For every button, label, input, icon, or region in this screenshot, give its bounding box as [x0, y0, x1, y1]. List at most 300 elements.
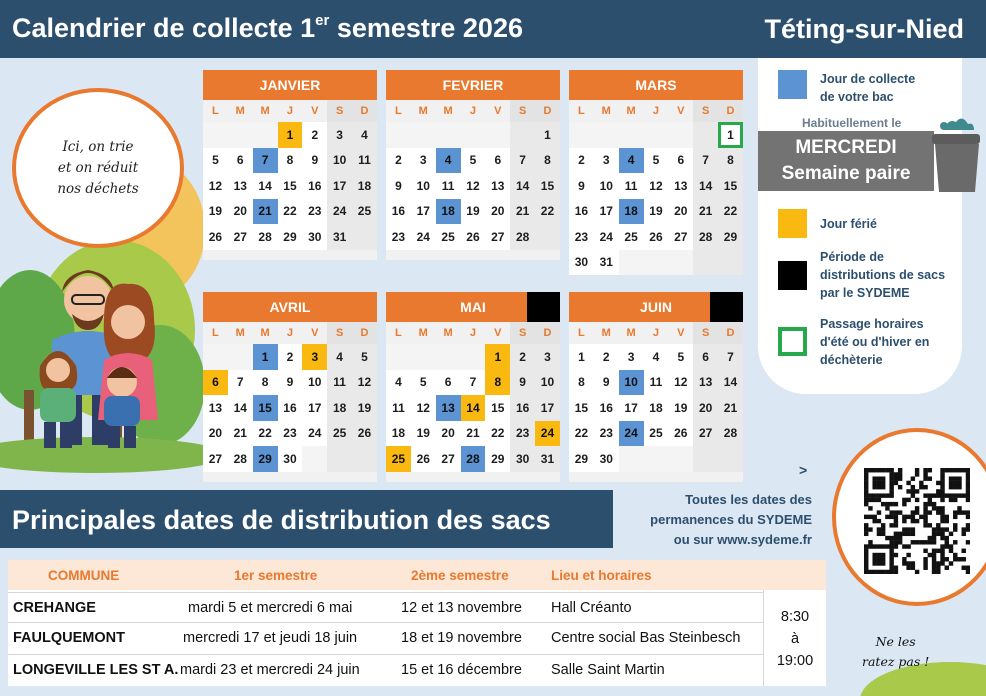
day-cell: 5	[411, 370, 436, 396]
day-cell: 8	[485, 370, 510, 396]
empty-day-cell	[510, 122, 535, 148]
day-cell: 10	[594, 173, 619, 199]
day-cell: 1	[718, 122, 743, 148]
day-cell: 19	[203, 199, 228, 225]
day-cell: 9	[278, 370, 303, 396]
day-cell: 20	[203, 421, 228, 447]
day-cell: 16	[510, 395, 535, 421]
weekday-label: J	[469, 327, 477, 339]
day-cell: 13	[436, 395, 461, 421]
day-cell: 27	[228, 224, 253, 250]
day-cell: 30	[278, 446, 303, 472]
empty-day-cell	[718, 446, 743, 472]
day-cell: 30	[302, 224, 327, 250]
day-cell: 11	[644, 370, 669, 396]
day-cell: 5	[352, 344, 377, 370]
day-cell: 14	[461, 395, 486, 421]
day-cell: 15	[253, 395, 278, 421]
day-cell: 16	[278, 395, 303, 421]
empty-day-cell	[228, 122, 253, 148]
empty-day-cell	[327, 446, 352, 472]
empty-day-cell	[386, 344, 411, 370]
weekday-label: L	[578, 105, 585, 117]
weekday-label: S	[510, 322, 535, 344]
day-cell: 1	[535, 122, 560, 148]
day-cell: 22	[718, 199, 743, 225]
table-row: LONGEVILLE LES ST A. mardi 23 et mercredi 24 juin 15 et 16 décembre Salle Saint Martin	[8, 654, 764, 684]
day-cell: 14	[228, 395, 253, 421]
empty-day-cell	[693, 122, 718, 148]
day-cell: 20	[228, 199, 253, 225]
day-cell: 10	[411, 173, 436, 199]
empty-day-cell	[668, 250, 693, 276]
day-cell: 31	[594, 250, 619, 276]
empty-day-cell	[436, 344, 461, 370]
day-cell: 26	[644, 224, 669, 250]
day-cell: 4	[352, 122, 377, 148]
table-row: CREHANGE mardi 5 et mercredi 6 mai 12 et 13 novembre Hall Créanto	[8, 592, 764, 622]
weekday-label: S	[327, 322, 352, 344]
day-cell: 20	[668, 199, 693, 225]
weekday-label: D	[718, 100, 743, 122]
weekday-label: M	[601, 327, 611, 339]
day-cell: 8	[535, 148, 560, 174]
day-cell: 12	[668, 370, 693, 396]
day-cell: 21	[228, 421, 253, 447]
day-cell: 21	[510, 199, 535, 225]
collection-day-box: MERCREDI Semaine paire	[758, 131, 934, 191]
empty-day-cell	[644, 446, 669, 472]
day-cell: 5	[644, 148, 669, 174]
day-cell: 25	[352, 199, 377, 225]
weekday-label: M	[260, 327, 270, 339]
day-cell: 7	[718, 344, 743, 370]
day-cell: 26	[461, 224, 486, 250]
distribution-marker	[710, 292, 743, 322]
day-cell: 2	[386, 148, 411, 174]
weekday-label: V	[677, 105, 685, 117]
table-row: FAULQUEMONT mercredi 17 et jeudi 18 juin 18 et 19 novembre Centre social Bas Steinbesch	[8, 622, 764, 652]
empty-day-cell	[203, 344, 228, 370]
header-semester-2: 2ème semestre	[411, 568, 509, 583]
legend-dechetterie: Passage horaires d'été ou d'hiver en déchèterie	[778, 315, 940, 369]
day-cell: 1	[569, 344, 594, 370]
day-cell: 27	[668, 224, 693, 250]
day-cell: 22	[535, 199, 560, 225]
day-cell: 18	[619, 199, 644, 225]
day-cell: 30	[510, 446, 535, 472]
day-cell: 6	[203, 370, 228, 396]
legend-distribution: Période de distributions de sacs par le SYDEME	[778, 248, 950, 302]
day-cell: 15	[569, 395, 594, 421]
arrow-icon: >	[799, 462, 808, 478]
day-cell: 17	[619, 395, 644, 421]
day-cell: 21	[718, 395, 743, 421]
day-cell: 9	[569, 173, 594, 199]
day-cell: 12	[461, 173, 486, 199]
day-cell: 29	[278, 224, 303, 250]
day-cell: 29	[569, 446, 594, 472]
distribution-marker	[527, 292, 560, 322]
day-cell: 14	[510, 173, 535, 199]
day-cell: 16	[569, 199, 594, 225]
empty-day-cell	[535, 224, 560, 250]
day-cell: 10	[327, 148, 352, 174]
empty-day-cell	[253, 122, 278, 148]
trash-bin-icon	[930, 106, 980, 194]
empty-day-cell	[693, 250, 718, 276]
day-cell: 24	[535, 421, 560, 447]
day-cell: 29	[485, 446, 510, 472]
day-cell: 8	[278, 148, 303, 174]
day-cell: 22	[569, 421, 594, 447]
day-cell: 5	[668, 344, 693, 370]
day-cell: 31	[535, 446, 560, 472]
day-cell: 21	[693, 199, 718, 225]
day-cell: 13	[485, 173, 510, 199]
day-cell: 19	[668, 395, 693, 421]
weekday-label: D	[352, 100, 377, 122]
day-cell: 17	[594, 199, 619, 225]
day-cell: 18	[644, 395, 669, 421]
day-cell: 21	[461, 421, 486, 447]
month-mai	[386, 292, 560, 482]
month-header: MARS	[569, 70, 743, 100]
day-cell: 3	[302, 344, 327, 370]
day-cell: 24	[594, 224, 619, 250]
day-cell: 22	[253, 421, 278, 447]
weekday-label: V	[311, 327, 319, 339]
weekday-label: J	[286, 327, 294, 339]
weekday-label: L	[578, 327, 585, 339]
day-cell: 24	[619, 421, 644, 447]
day-cell: 10	[619, 370, 644, 396]
day-cell: 25	[386, 446, 411, 472]
day-cell: 6	[436, 370, 461, 396]
day-cell: 4	[327, 344, 352, 370]
empty-day-cell	[352, 446, 377, 472]
day-cell: 6	[485, 148, 510, 174]
day-cell: 12	[644, 173, 669, 199]
day-cell: 2	[302, 122, 327, 148]
empty-day-cell	[386, 122, 411, 148]
day-cell: 23	[569, 224, 594, 250]
day-cell: 10	[535, 370, 560, 396]
day-cell: 26	[352, 421, 377, 447]
day-cell: 28	[693, 224, 718, 250]
day-cell: 13	[203, 395, 228, 421]
day-cell: 24	[411, 224, 436, 250]
month-avril	[203, 292, 377, 482]
day-cell: 26	[203, 224, 228, 250]
day-cell: 17	[327, 173, 352, 199]
hours-cell: 8:30 à 19:00	[763, 590, 826, 686]
day-cell: 8	[569, 370, 594, 396]
weekday-label: D	[535, 100, 560, 122]
day-cell: 22	[485, 421, 510, 447]
day-cell: 3	[594, 148, 619, 174]
day-cell: 29	[718, 224, 743, 250]
day-cell: 31	[327, 224, 352, 250]
empty-day-cell	[411, 122, 436, 148]
table-header	[8, 560, 826, 590]
day-cell: 14	[693, 173, 718, 199]
day-cell: 11	[619, 173, 644, 199]
month-header: AVRIL	[203, 292, 377, 322]
day-cell: 3	[619, 344, 644, 370]
day-cell: 19	[461, 199, 486, 225]
empty-day-cell	[619, 446, 644, 472]
month-header: MAI	[386, 292, 560, 322]
day-cell: 21	[253, 199, 278, 225]
month-header: JANVIER	[203, 70, 377, 100]
day-cell: 23	[302, 199, 327, 225]
day-cell: 6	[668, 148, 693, 174]
month-janvier	[203, 70, 377, 260]
day-cell: 29	[253, 446, 278, 472]
day-cell: 1	[253, 344, 278, 370]
day-cell: 6	[693, 344, 718, 370]
empty-day-cell	[228, 344, 253, 370]
weekday-label: V	[677, 327, 685, 339]
day-cell: 28	[510, 224, 535, 250]
day-cell: 18	[386, 421, 411, 447]
day-cell: 9	[594, 370, 619, 396]
weekday-label: M	[443, 105, 453, 117]
day-cell: 14	[253, 173, 278, 199]
day-cell: 2	[569, 148, 594, 174]
empty-day-cell	[302, 446, 327, 472]
day-cell: 8	[253, 370, 278, 396]
day-cell: 27	[436, 446, 461, 472]
day-cell: 9	[510, 370, 535, 396]
weekday-label: S	[327, 100, 352, 122]
weekday-label: D	[535, 322, 560, 344]
weekday-label: S	[510, 100, 535, 122]
weekday-label: M	[418, 327, 428, 339]
day-cell: 7	[510, 148, 535, 174]
holiday-swatch	[778, 209, 807, 238]
day-cell: 2	[594, 344, 619, 370]
commune-name: Téting-sur-Nied	[764, 14, 964, 44]
day-cell: 23	[278, 421, 303, 447]
day-cell: 17	[302, 395, 327, 421]
weekday-label: M	[601, 105, 611, 117]
weekday-label: M	[235, 327, 245, 339]
empty-day-cell	[569, 122, 594, 148]
weekday-label: J	[652, 327, 660, 339]
day-cell: 24	[327, 199, 352, 225]
weekday-label: L	[395, 327, 402, 339]
day-cell: 9	[302, 148, 327, 174]
weekday-label: V	[311, 105, 319, 117]
day-cell: 4	[619, 148, 644, 174]
weekday-label: J	[652, 105, 660, 117]
weekday-label: V	[494, 327, 502, 339]
weekday-label: S	[693, 322, 718, 344]
day-cell: 20	[436, 421, 461, 447]
month-juin	[569, 292, 743, 482]
day-cell: 5	[461, 148, 486, 174]
header-location: Lieu et horaires	[551, 568, 652, 583]
day-cell: 11	[352, 148, 377, 174]
legend-holiday: Jour férié	[778, 209, 877, 238]
day-cell: 18	[436, 199, 461, 225]
empty-day-cell	[718, 250, 743, 276]
day-cell: 15	[485, 395, 510, 421]
month-fevrier	[386, 70, 560, 260]
header-commune: COMMUNE	[48, 568, 120, 583]
day-cell: 19	[411, 421, 436, 447]
day-cell: 25	[327, 421, 352, 447]
weekday-label: M	[626, 327, 636, 339]
empty-day-cell	[619, 122, 644, 148]
habitually-label: Habituellement le	[802, 116, 902, 130]
day-cell: 27	[693, 421, 718, 447]
footer-slogan: Ne les ratez pas !	[862, 634, 930, 669]
section-title: Principales dates de distribution des sacs	[0, 490, 613, 548]
empty-day-cell	[203, 122, 228, 148]
day-cell: 28	[228, 446, 253, 472]
day-cell: 24	[302, 421, 327, 447]
day-cell: 13	[668, 173, 693, 199]
weekday-label: L	[395, 105, 402, 117]
day-cell: 26	[668, 421, 693, 447]
day-cell: 30	[594, 446, 619, 472]
day-cell: 27	[203, 446, 228, 472]
day-cell: 27	[485, 224, 510, 250]
day-cell: 7	[228, 370, 253, 396]
month-header: FEVRIER	[386, 70, 560, 100]
day-cell: 5	[203, 148, 228, 174]
empty-day-cell	[436, 122, 461, 148]
weekday-label: L	[212, 105, 219, 117]
weekday-label: J	[469, 105, 477, 117]
empty-day-cell	[644, 250, 669, 276]
day-cell: 13	[228, 173, 253, 199]
day-cell: 20	[485, 199, 510, 225]
dechetterie-swatch	[778, 327, 807, 356]
day-cell: 19	[352, 395, 377, 421]
empty-day-cell	[619, 250, 644, 276]
distribution-swatch	[778, 261, 807, 290]
permanences-text: Toutes les dates des permanences du SYDEME ou sur www.sydeme.fr	[650, 492, 812, 547]
day-cell: 12	[203, 173, 228, 199]
day-cell: 23	[510, 421, 535, 447]
empty-day-cell	[644, 122, 669, 148]
weekday-label: M	[260, 105, 270, 117]
day-cell: 7	[461, 370, 486, 396]
day-cell: 23	[386, 224, 411, 250]
day-cell: 19	[644, 199, 669, 225]
day-cell: 6	[228, 148, 253, 174]
weekday-label: M	[626, 105, 636, 117]
empty-day-cell	[461, 122, 486, 148]
day-cell: 13	[693, 370, 718, 396]
day-cell: 14	[718, 370, 743, 396]
day-cell: 4	[644, 344, 669, 370]
collection-swatch	[778, 70, 807, 99]
empty-day-cell	[668, 446, 693, 472]
day-cell: 2	[510, 344, 535, 370]
weekday-label: J	[286, 105, 294, 117]
header-semester-1: 1er semestre	[234, 568, 318, 583]
weekday-label: D	[352, 322, 377, 344]
day-cell: 18	[352, 173, 377, 199]
day-cell: 9	[386, 173, 411, 199]
month-mars	[569, 70, 743, 270]
day-cell: 30	[569, 250, 594, 276]
weekday-label: M	[418, 105, 428, 117]
day-cell: 11	[327, 370, 352, 396]
empty-day-cell	[693, 446, 718, 472]
day-cell: 10	[302, 370, 327, 396]
day-cell: 16	[594, 395, 619, 421]
slogan-circle: Ici, on trie et on réduit nos déchets	[12, 88, 184, 248]
day-cell: 17	[535, 395, 560, 421]
empty-day-cell	[485, 122, 510, 148]
day-cell: 1	[485, 344, 510, 370]
day-cell: 25	[436, 224, 461, 250]
day-cell: 12	[352, 370, 377, 396]
day-cell: 17	[411, 199, 436, 225]
weekday-label: L	[212, 327, 219, 339]
day-cell: 15	[718, 173, 743, 199]
day-cell: 3	[411, 148, 436, 174]
empty-day-cell	[352, 224, 377, 250]
empty-day-cell	[461, 344, 486, 370]
empty-day-cell	[594, 122, 619, 148]
day-cell: 3	[535, 344, 560, 370]
day-cell: 4	[386, 370, 411, 396]
day-cell: 20	[693, 395, 718, 421]
weekday-label: M	[443, 327, 453, 339]
header-bar	[0, 0, 986, 58]
day-cell: 22	[278, 199, 303, 225]
day-cell: 11	[436, 173, 461, 199]
day-cell: 28	[461, 446, 486, 472]
day-cell: 4	[436, 148, 461, 174]
day-cell: 11	[386, 395, 411, 421]
weekday-label: M	[235, 105, 245, 117]
legend-collection: Jour de collecte de votre bac	[778, 70, 930, 106]
distribution-table	[8, 560, 826, 686]
day-cell: 2	[278, 344, 303, 370]
day-cell: 12	[411, 395, 436, 421]
day-cell: 28	[718, 421, 743, 447]
day-cell: 16	[386, 199, 411, 225]
month-header: JUIN	[569, 292, 743, 322]
day-cell: 18	[327, 395, 352, 421]
weekday-label: S	[693, 100, 718, 122]
day-cell: 28	[253, 224, 278, 250]
day-cell: 3	[327, 122, 352, 148]
empty-day-cell	[668, 122, 693, 148]
weekday-label: D	[718, 322, 743, 344]
day-cell: 16	[302, 173, 327, 199]
weekday-label: V	[494, 105, 502, 117]
day-cell: 7	[693, 148, 718, 174]
day-cell: 8	[718, 148, 743, 174]
day-cell: 23	[594, 421, 619, 447]
day-cell: 15	[278, 173, 303, 199]
day-cell: 15	[535, 173, 560, 199]
day-cell: 7	[253, 148, 278, 174]
qr-code-icon[interactable]	[864, 468, 970, 574]
day-cell: 25	[644, 421, 669, 447]
day-cell: 1	[278, 122, 303, 148]
empty-day-cell	[411, 344, 436, 370]
